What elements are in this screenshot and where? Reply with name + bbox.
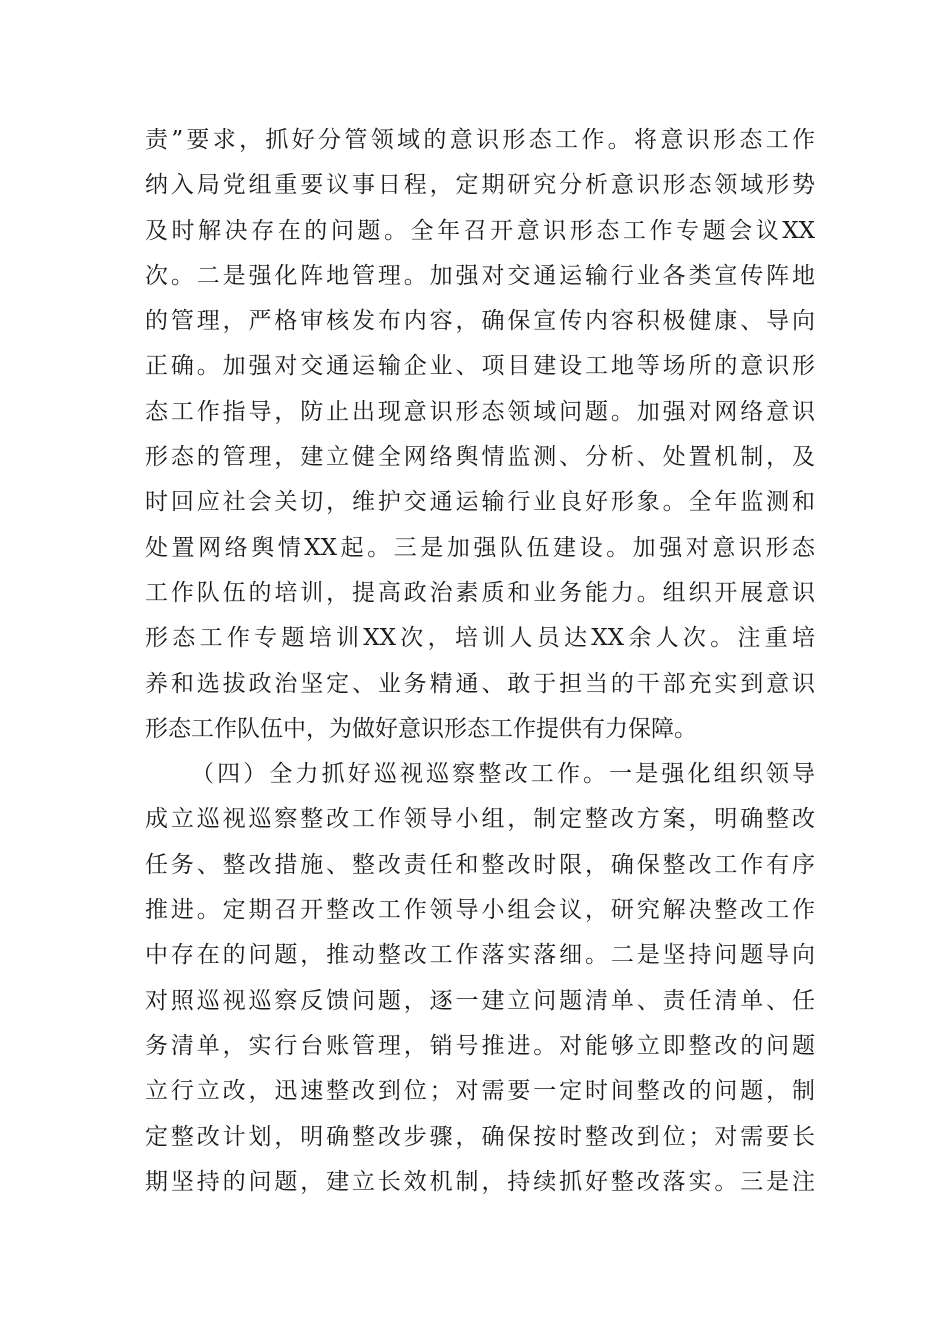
text-line: 务清单，实行台账管理，销号推进。对能够立即整改的问题 [145,1032,815,1059]
text-line: 正确。加强对交通运输企业、项目建设工地等场所的意识形 [145,353,815,380]
text-line: 成立巡视巡察整改工作领导小组，制定整改方案，明确整改 [145,806,815,833]
text-line: 形态工作专题培训XX次，培训人员达XX余人次。注重培 [145,625,815,652]
text-line: 工作队伍的培训，提高政治素质和业务能力。组织开展意识 [145,579,815,606]
text-line: 责”要求，抓好分管领域的意识形态工作。将意识形态工作 [145,127,815,153]
text-line: 中存在的问题，推动整改工作落实落细。二是坚持问题导向 [145,942,815,969]
text-line: 立行立改，迅速整改到位；对需要一定时间整改的问题，制 [145,1078,815,1105]
text-line: 处置网络舆情XX起。三是加强队伍建设。加强对意识形态 [145,534,815,561]
text-line: 次。二是强化阵地管理。加强对交通运输行业各类宣传阵地 [145,262,815,289]
text-line: 及时解决存在的问题。全年召开意识形态工作专题会议XX [145,217,815,244]
paragraph-end-line: 形态工作队伍中，为做好意识形态工作提供有力保障。 [145,715,697,742]
text-line: 时回应社会关切，维护交通运输行业良好形象。全年监测和 [145,489,815,516]
text-line: 对照巡视巡察反馈问题，逐一建立问题清单、责任清单、任 [145,987,815,1014]
text-line: 定整改计划，明确整改步骤，确保按时整改到位；对需要长 [145,1123,815,1150]
text-line: 任务、整改措施、整改责任和整改时限，确保整改工作有序 [145,851,815,878]
section-heading-line: （四）全力抓好巡视巡察整改工作。一是强化组织领导 [191,761,815,788]
text-line: 期坚持的问题，建立长效机制，持续抓好整改落实。三是注 [145,1168,815,1195]
text-line: 态工作指导，防止出现意识形态领域问题。加强对网络意识 [145,398,815,425]
text-line: 养和选拔政治坚定、业务精通、敢于担当的干部充实到意识 [145,670,815,697]
text-line: 推进。定期召开整改工作领导小组会议，研究解决整改工作 [145,897,815,924]
text-line: 纳入局党组重要议事日程，定期研究分析意识形态领域形势 [145,172,815,199]
text-line: 形态的管理，建立健全网络舆情监测、分析、处置机制，及 [145,444,815,471]
text-line: 的管理，严格审核发布内容，确保宣传内容积极健康、导向 [145,308,815,335]
body-text [145,118,815,1205]
